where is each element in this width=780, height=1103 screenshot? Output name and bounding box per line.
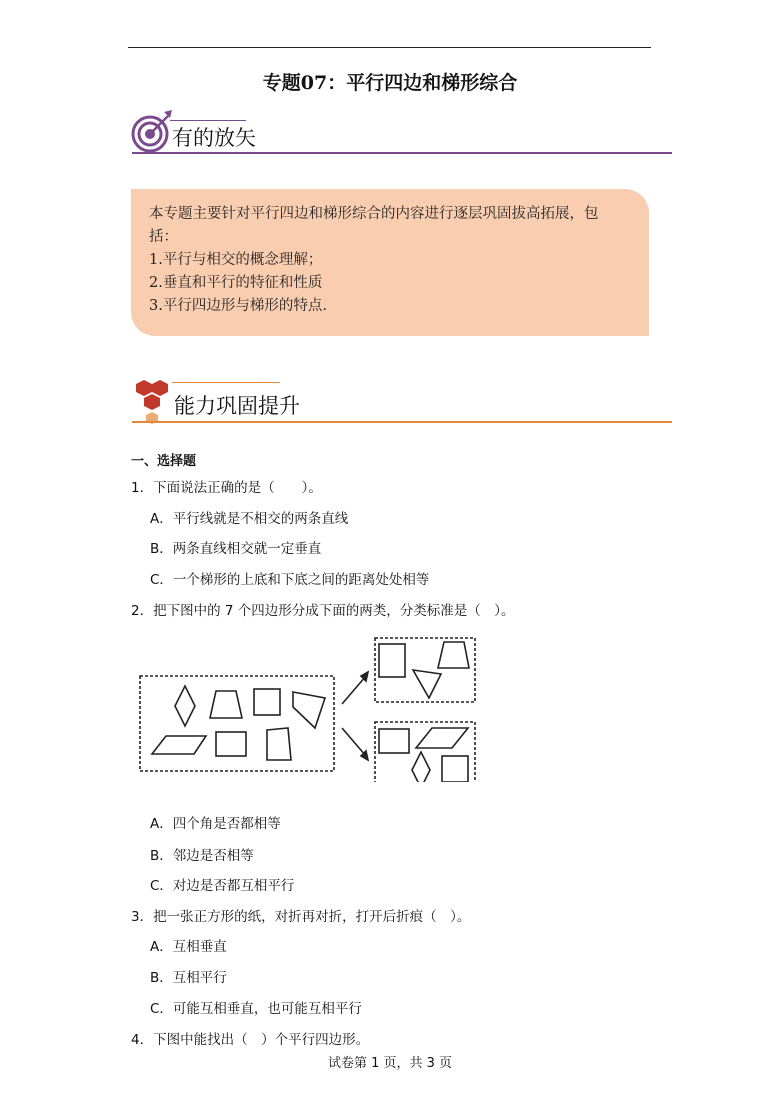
question-3-option-b: B．互相平行: [150, 970, 227, 986]
square-shape-lower: [442, 756, 468, 782]
section-underline-1: [132, 152, 672, 154]
question-2-option-a: A．四个角是否都相等: [150, 816, 281, 832]
intro-line: 1.平行与相交的概念理解；: [149, 252, 323, 268]
question-3-option-a: A．互相垂直: [150, 939, 227, 955]
intro-line: 本专题主要针对平行四边和梯形综合的内容进行逐层巩固拔高拓展，包: [149, 206, 599, 222]
parallelogram-shape-lower: [416, 728, 468, 748]
right-trapezoid-shape: [267, 728, 291, 760]
question-2-option-c: C．对边是否都互相平行: [150, 878, 295, 894]
trapezoid-shape-upper: [438, 642, 469, 668]
square-shape: [254, 689, 280, 715]
section-heading-2: 能力巩固提升: [174, 394, 300, 418]
question-1-option-b: B．两条直线相交就一定垂直: [150, 541, 322, 557]
trapezoid-shape: [210, 691, 242, 718]
rhombus-shape-lower: [412, 752, 430, 782]
question-2-option-b: B．邻边是否相等: [150, 848, 254, 864]
question-1-option-a: A．平行线就是不相交的两条直线: [150, 511, 349, 527]
intro-line: 2.垂直和平行的特征和性质: [149, 275, 323, 291]
question-1-stem: 1．下面说法正确的是（ ）。: [131, 480, 322, 496]
rectangle-shape-upper: [379, 644, 405, 677]
section-deco-line: [170, 120, 246, 121]
question-3-option-c: C．可能互相垂直，也可能互相平行: [150, 1001, 362, 1017]
intro-box: [131, 189, 649, 336]
quadrilateral-classification-figure: [130, 632, 490, 782]
page-footer: 试卷第 1 页，共 3 页: [327, 1056, 453, 1071]
intro-line: 3.平行四边形与梯形的特点.: [149, 298, 327, 314]
dashed-box-lower: [375, 722, 475, 782]
rectangle-shape-lower: [379, 729, 409, 753]
target-icon: [130, 108, 174, 158]
question-1-option-c: C．一个梯形的上底和下底之间的距离处处相等: [150, 572, 430, 588]
arrow-up: [342, 676, 366, 704]
document-title: 专题07：平行四边和梯形综合: [262, 72, 518, 94]
rectangle-shape: [216, 732, 246, 756]
section-heading-1: 有的放矢: [172, 126, 256, 150]
question-4-stem: 4．下图中能找出（ ）个平行四边形。: [131, 1032, 370, 1048]
question-section-title: 一、选择题: [131, 454, 197, 469]
parallelogram-shape: [152, 736, 206, 754]
top-rule: [128, 47, 651, 48]
question-2-stem: 2．把下图中的 7 个四边形分成下面的两类，分类标准是（ ）。: [131, 603, 515, 619]
intro-line: 括：: [149, 229, 178, 245]
rhombus-shape: [175, 686, 195, 726]
section-underline-2: [132, 421, 672, 423]
question-3-stem: 3．把一张正方形的纸，对折再对折，打开后折痕（ ）。: [131, 909, 471, 925]
irregular-quad-upper: [413, 670, 441, 698]
section-deco-line: [172, 382, 280, 383]
irregular-quad-shape: [293, 692, 325, 728]
arrow-down: [342, 728, 366, 756]
